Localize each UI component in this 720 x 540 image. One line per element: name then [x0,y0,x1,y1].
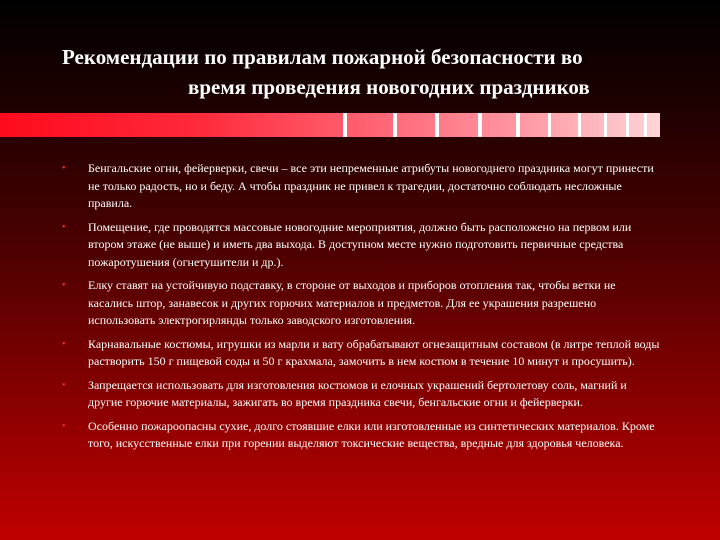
bullet-icon: • [62,379,66,391]
list-item [62,160,662,213]
band-gap [578,113,581,137]
list-item [62,377,662,412]
list-item [62,219,662,272]
bullet-icon: • [62,280,66,291]
bullet-icon: • [62,221,66,233]
list-item-text: Елку ставят на устойчивую подставку, в стороне от выходов и приборов отопления так, чтобы ветки не касались штор, занавесок и других горючих материалов и предметов. Для ее украшения разрешено использовать электрогирлянды только заводского изготовления. [88,278,616,327]
list-item [62,277,662,330]
list-item [62,336,662,371]
list-item-text: Помещение, где проводятся массовые новогодние мероприятия, должно быть расположено на первом или втором этаже (не выше) и иметь два выхода. В доступном месте нужно подготовить первичные средства пожаротушения (огнетушители и др.). [88,219,632,269]
slide-title [40,42,690,102]
bullet-icon: • [62,420,66,432]
list-item-text: Особенно пожароопасны сухие, долго стоявшие елки или изготовленные из синтетических материалов. Кроме того, искусственные елки при горении выделяют токсические вещества, вредные для здоровья человека. [88,418,655,450]
band-gap [548,113,551,137]
band-gap [626,113,629,137]
band-gap [343,113,347,137]
bullet-list [62,160,662,459]
band-gap [516,113,520,137]
title-line-2: время проведения новогодних праздников [188,75,590,99]
band-gap [435,113,439,137]
list-item-text: Карнавальные костюмы, игрушки из марли и вату обрабатывают огнезащитным составом (в литре теплой воды растворить 150 г пищевой соды и 50 г крахмала, замочить в нем костюм в течение 10 минут и просушить). [88,336,660,368]
band-gap [393,113,397,137]
list-item [62,418,662,453]
bullet-icon: • [62,338,66,350]
list-item-text: Бенгальские огни, фейерверки, свечи – все эти непременные атрибуты новогоднего праздника могут принести не только радость, но и беду. А чтобы праздник не привел к трагедии, достаточно соблюдать несложные правила. [88,161,654,210]
bullet-icon: • [62,163,66,174]
band-gap [604,113,607,137]
title-line-1: Рекомендации по правилам пожарной безопасности во [62,45,583,69]
decorative-band [0,113,660,137]
list-item-text: Запрещается использовать для изготовления костюмов и елочных украшений бертолетову соль, магний и другие горючие материалы, зажигать во время праздника свечи, бенгальские огни и фейерверки. [88,377,627,409]
band-gap [644,113,647,137]
band-gap [478,113,482,137]
